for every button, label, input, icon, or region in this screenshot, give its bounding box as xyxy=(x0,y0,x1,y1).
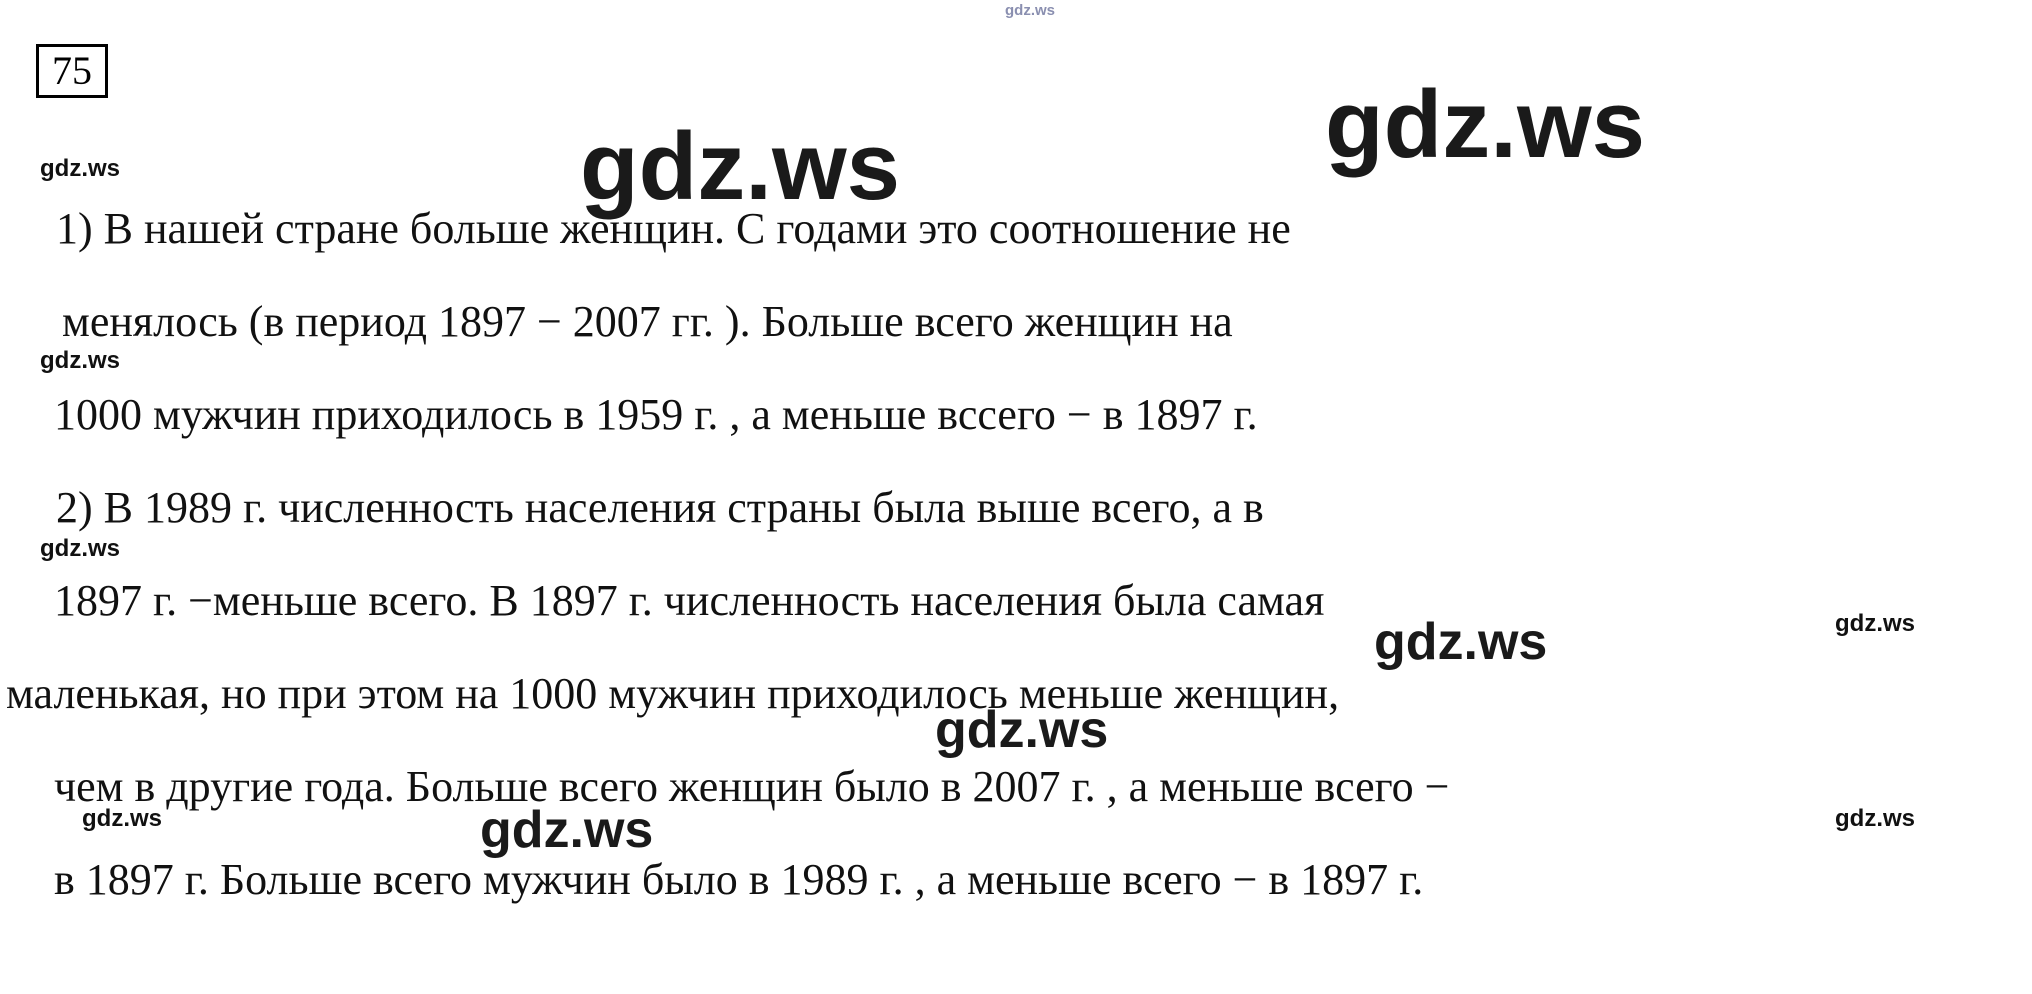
solution-text xyxy=(0,182,2000,926)
solution-line: менялось (в период 1897 − 2007 гг. ). Больше всего женщин на xyxy=(62,297,1233,346)
solution-line: маленькая, но при этом на 1000 мужчин приходилось меньше женщин, xyxy=(6,669,1340,718)
watermark: gdz.ws xyxy=(1835,610,1916,637)
watermark: gdz.ws xyxy=(1325,71,1646,178)
watermark: gdz.ws xyxy=(1005,2,1056,19)
watermark: gdz.ws xyxy=(82,805,163,832)
watermark: gdz.ws xyxy=(480,801,654,859)
solution-line: 1897 г. −меньше всего. В 1897 г. численность населения была самая xyxy=(54,576,1325,625)
watermark: gdz.ws xyxy=(40,155,121,182)
watermark: gdz.ws xyxy=(935,701,1109,759)
solution-paragraph-1 xyxy=(0,182,2000,461)
watermark: gdz.ws xyxy=(580,113,901,220)
solution-line: 1) В нашей стране больше женщин. С годами это соотношение не xyxy=(56,204,1291,253)
watermark: gdz.ws xyxy=(40,347,121,374)
watermark: gdz.ws xyxy=(40,535,121,562)
exercise-number-badge xyxy=(36,44,108,98)
solution-line: чем в другие года. Больше всего женщин было в 2007 г. , а меньше всего − xyxy=(54,762,1450,811)
solution-line: 2) В 1989 г. численность населения страны была выше всего, а в xyxy=(56,483,1264,532)
solution-paragraph-2 xyxy=(0,461,2000,926)
solution-line: в 1897 г. Больше всего мужчин было в 1989 г. , а меньше всего − в 1897 г. xyxy=(54,855,1424,904)
exercise-number-label: 75 xyxy=(52,48,92,93)
watermark: gdz.ws xyxy=(1374,613,1548,671)
watermark: gdz.ws xyxy=(1835,805,1916,832)
solution-line: 1000 мужчин приходилось в 1959 г. , а меньше вссего − в 1897 г. xyxy=(54,390,1258,439)
